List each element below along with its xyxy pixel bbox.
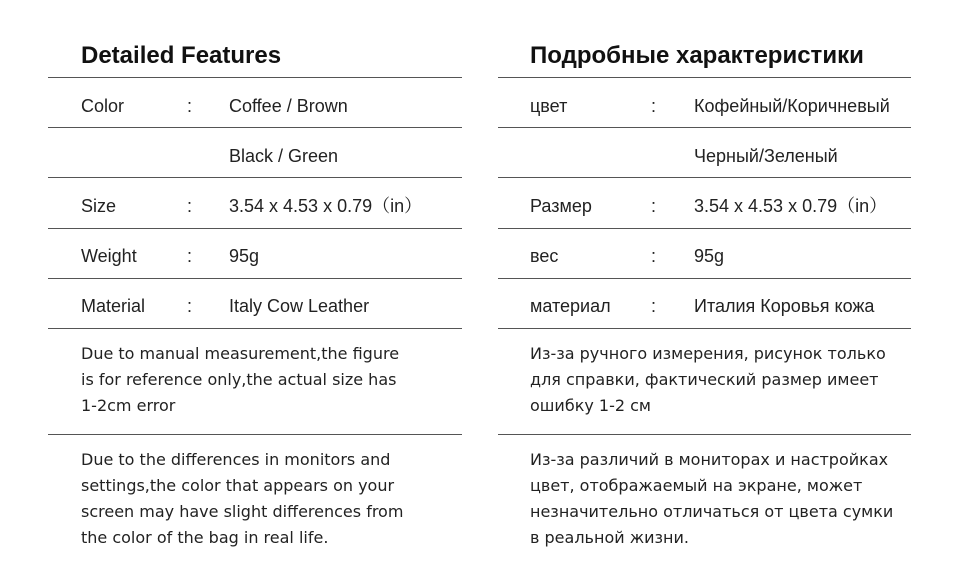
color-note: Из-за различий в мониторах и настройках цвет, отображаемый на экране, может незначительно отличаться от цвета сумки в реальной жизни. (530, 450, 894, 547)
divider (48, 278, 462, 279)
divider (48, 228, 462, 229)
divider (48, 328, 462, 329)
row-value: Италия Коровья кожа (694, 296, 875, 316)
row-value: Черный/Зеленый (694, 146, 838, 166)
divider (498, 127, 911, 128)
row-label: материал (530, 296, 611, 316)
row-weight (498, 241, 911, 271)
row-colon: : (651, 196, 657, 216)
row-colon: : (187, 96, 193, 116)
divider (498, 77, 911, 78)
row-label: Size (81, 196, 117, 216)
row-weight (48, 241, 462, 271)
row-colon: : (651, 246, 657, 266)
divider (48, 434, 462, 435)
row-size (498, 191, 911, 221)
row-label: Material (81, 296, 146, 316)
row-value: 3.54 x 4.53 x 0.79（in） (694, 196, 888, 216)
divider (498, 278, 911, 279)
row-colon: : (187, 246, 193, 266)
row-color-extra (498, 141, 911, 171)
row-color-extra (48, 141, 462, 171)
divider (48, 177, 462, 178)
row-colon: : (187, 296, 193, 316)
row-color (498, 91, 911, 121)
row-label: Weight (81, 246, 137, 266)
row-colon: : (651, 296, 657, 316)
divider (498, 434, 911, 435)
row-value: Italy Cow Leather (229, 296, 370, 316)
row-value: Black / Green (229, 146, 339, 166)
table-title: Detailed Features (81, 42, 282, 69)
row-label: Размер (530, 196, 592, 216)
row-label: вес (530, 246, 559, 266)
row-value: Coffee / Brown (229, 96, 348, 116)
table-title: Подробные характеристики (530, 42, 864, 69)
row-color (48, 91, 462, 121)
row-value: 3.54 x 4.53 x 0.79（in） (229, 196, 423, 216)
row-colon: : (651, 96, 657, 116)
measurement-note: Due to manual measurement,the figure is for reference only,the actual size has 1-2cm error (81, 344, 400, 415)
divider (498, 328, 911, 329)
row-material (48, 291, 462, 321)
divider (48, 127, 462, 128)
row-value: 95g (694, 246, 725, 266)
divider (498, 228, 911, 229)
row-colon: : (187, 196, 193, 216)
row-label: Color (81, 96, 125, 116)
measurement-note: Из-за ручного измерения, рисунок только для справки, фактический размер имеет ошибку 1-2 см (530, 344, 886, 415)
row-size (48, 191, 462, 221)
row-label: цвет (530, 96, 568, 116)
color-note: Due to the differences in monitors and settings,the color that appears on your screen may have slight differences from the color of the bag in real life. (81, 450, 404, 547)
row-material (498, 291, 911, 321)
row-value: Кофейный/Коричневый (694, 96, 890, 116)
divider (48, 77, 462, 78)
row-value: 95g (229, 246, 260, 266)
divider (498, 177, 911, 178)
